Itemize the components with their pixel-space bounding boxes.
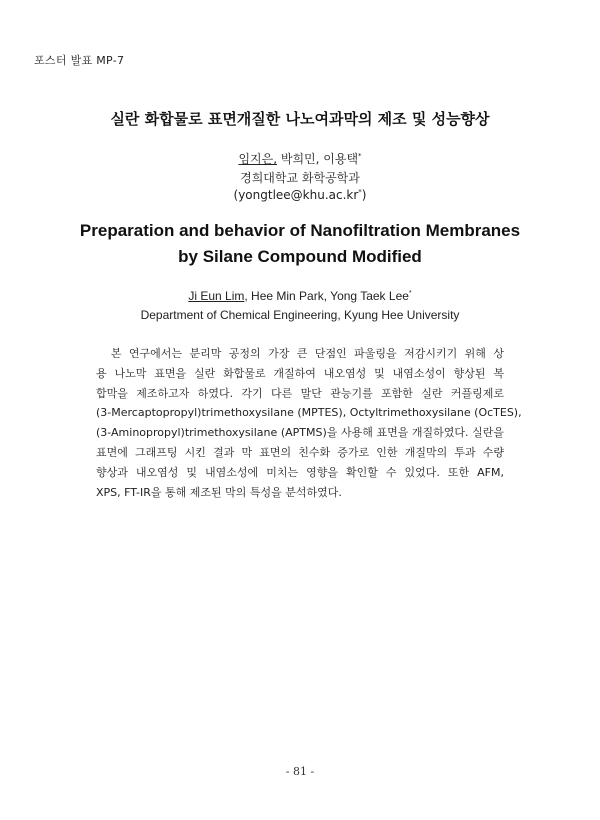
email-text: (yongtlee@khu.ac.kr	[233, 188, 359, 202]
abstract-line: XPS, FT-IR을 통해 제조된 막의 특성을 분석하였다.	[96, 485, 342, 499]
abstract-line: 향상과 내오염성 및 내염소성에 미치는 영향을 확인할 수 있었다. 또한 AFM,	[96, 465, 504, 479]
english-corresponding-mark: *	[408, 290, 412, 297]
abstract-body	[96, 344, 522, 502]
korean-coauthors: 박희민, 이용택	[277, 152, 359, 166]
english-title-line-2: by Silane Compound Modified	[178, 247, 422, 266]
korean-presenting-author: 임지은,	[238, 152, 278, 166]
english-title-line-1: Preparation and behavior of Nanofiltration Membranes	[79, 221, 521, 240]
korean-title: 실란 화합물로 표면개질한 나노여과막의 제조 및 성능향상	[110, 110, 490, 128]
abstract-line: (3-Mercaptopropyl)trimethoxysilane (MPTES), Octyltrimethoxysilane (OcTES),	[96, 406, 522, 420]
english-title	[0, 218, 600, 270]
contact-email	[0, 188, 600, 202]
korean-affiliation: 경희대학교 화학공학과	[240, 171, 360, 185]
korean-corresponding-mark: *	[358, 152, 362, 160]
abstract-line: 합막을 제조하고자 하였다. 각기 다른 말단 관능기를 포함한 실란 커플링제로	[96, 386, 504, 400]
english-presenting-author: Ji Eun Lim	[188, 289, 245, 303]
english-coauthors: , Hee Min Park, Yong Taek Lee	[244, 289, 409, 303]
email-close: )	[361, 188, 367, 202]
abstract-line: 본 연구에서는 분리막 공정의 가장 큰 단점인 파울링을 저감시키기 위해 상	[96, 347, 504, 360]
english-authors	[0, 289, 600, 303]
abstract-line: 표면에 그래프팅 시킨 결과 막 표면의 친수화 증가로 인한 개질막의 투과 수량	[96, 445, 504, 459]
korean-authors	[0, 150, 600, 167]
abstract-line: (3-Aminopropyl)trimethoxysilane (APTMS)을 사용해 표면을 개질하였다. 실란을	[96, 426, 504, 440]
session-label: 포스터 발표 MP-7	[34, 54, 125, 67]
page-number: - 81 -	[285, 765, 315, 778]
abstract-line: 용 나노막 표면을 실란 화합물로 개질하여 내오염성 및 내염소성이 향상된 복	[96, 366, 504, 380]
english-affiliation: Department of Chemical Engineering, Kyung Hee University	[140, 308, 460, 322]
email-corresponding-mark: *	[358, 188, 362, 196]
